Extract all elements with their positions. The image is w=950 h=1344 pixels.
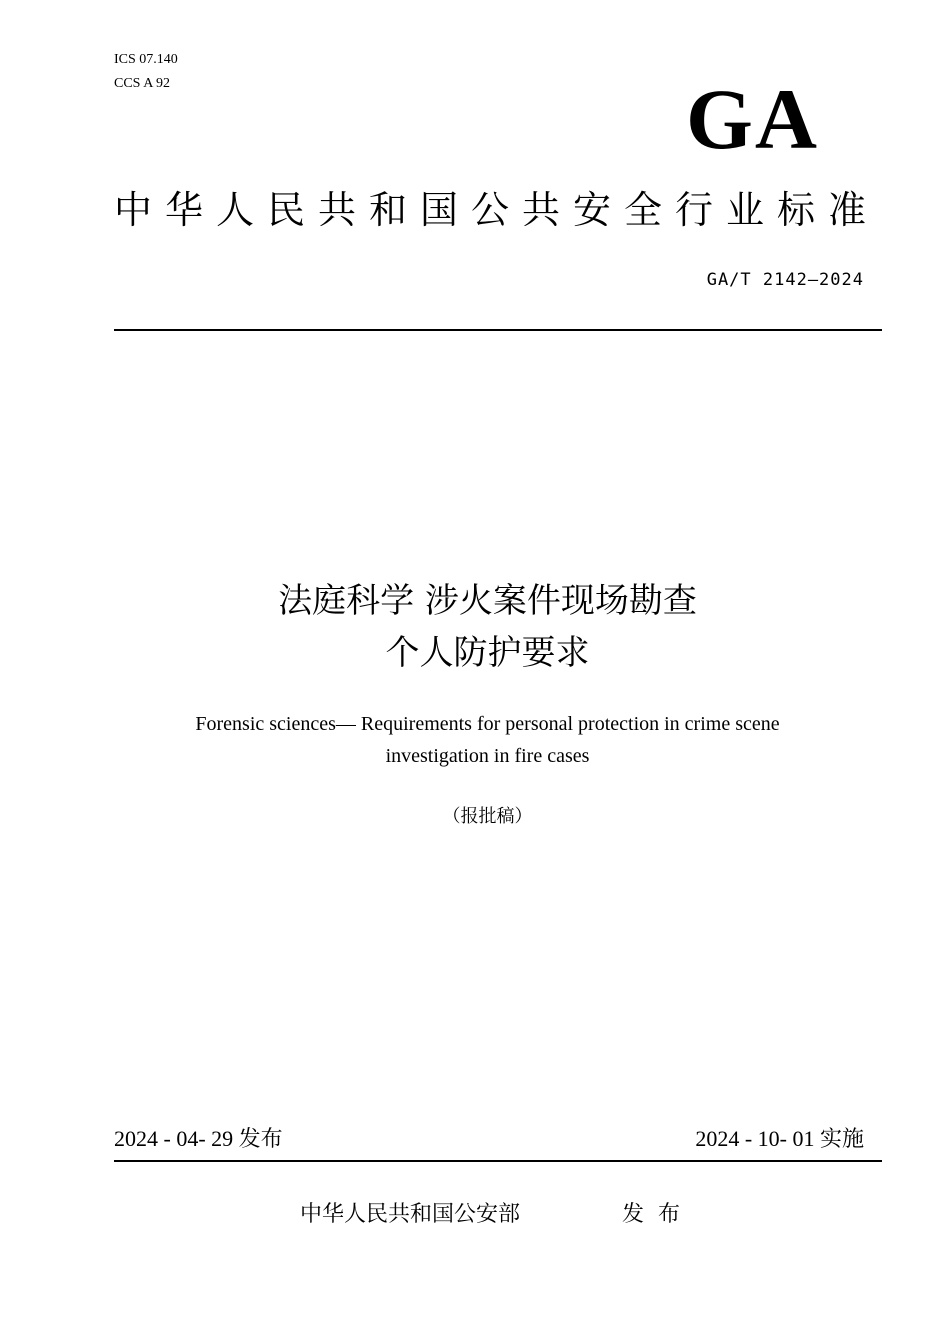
top-divider (114, 329, 882, 331)
document-title-en (0, 708, 950, 772)
ccs-code: CCS A 92 (114, 76, 171, 91)
standard-number: GA/T 2142—2024 (706, 270, 864, 290)
ics-code: ICS 07.140 (114, 52, 178, 67)
classification-codes (114, 48, 178, 96)
implementation-date: 2024 - 10- 01 实施 (695, 1126, 864, 1151)
issuer-name: 中华人民共和国公安部 (300, 1202, 521, 1227)
bottom-divider (114, 1160, 882, 1162)
document-title-zh (0, 575, 950, 679)
title-zh-line1: 法庭科学 涉火案件现场勘查 (278, 581, 697, 621)
ga-logo: GA (686, 71, 819, 167)
title-en-line1: Forensic sciences— Requirements for personal protection in crime scene (195, 713, 780, 735)
issue-label: 发布 (622, 1202, 695, 1227)
standard-category-title: 中华人民共和国公共安全行业标准 (114, 188, 880, 232)
draft-status: （报批稿） (442, 806, 533, 827)
issue-date: 2024 - 04- 29 发布 (114, 1126, 283, 1151)
title-en-line2: investigation in fire cases (385, 745, 590, 767)
title-zh-line2: 个人防护要求 (385, 633, 590, 673)
